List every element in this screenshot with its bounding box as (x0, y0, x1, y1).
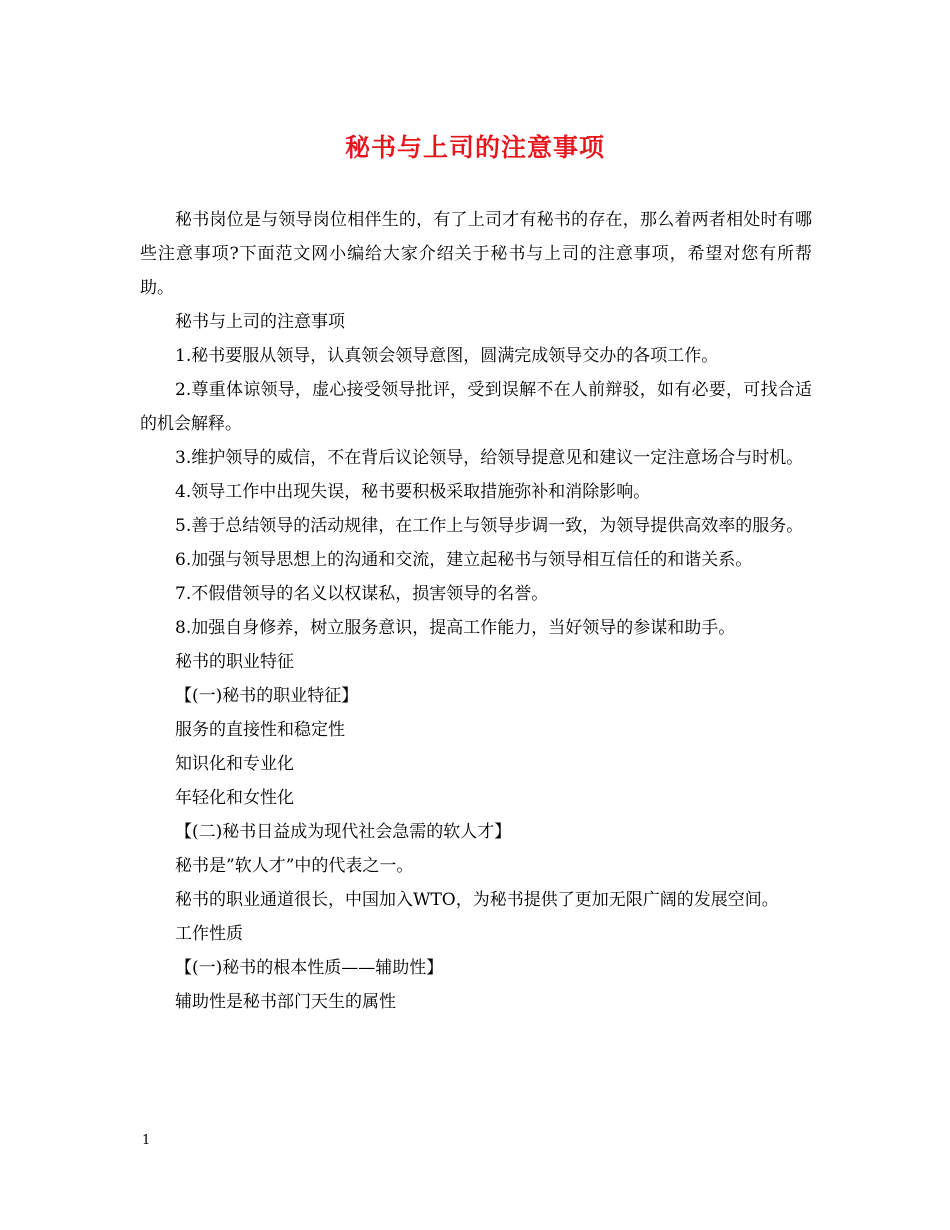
document-body (140, 203, 812, 1019)
list-item: 6.加强与领导思想上的沟通和交流，建立起秘书与领导相互信任的和谐关系。 (175, 550, 753, 570)
subsection-heading: 【(一)秘书的职业特征】 (175, 686, 359, 706)
list-item: 1.秘书要服从领导，认真领会领导意图，圆满完成领导交办的各项工作。 (175, 346, 719, 366)
text-line: 辅助性是秘书部门天生的属性 (175, 992, 396, 1012)
list-item: 7.不假借领导的名义以权谋私，损害领导的名誉。 (175, 584, 549, 604)
list-item: 3.维护领导的威信，不在背后议论领导，给领导提意见和建议一定注意场合与时机。 (175, 448, 804, 468)
text-line: 服务的直接性和稳定性 (175, 720, 345, 740)
page-number: 1 (142, 1133, 151, 1148)
section-heading: 秘书的职业特征 (175, 652, 294, 672)
intro-paragraph: 秘书岗位是与领导岗位相伴生的，有了上司才有秘书的存在，那么着两者相处时有哪些注意事项?下面范文网小编给大家介绍关于秘书与上司的注意事项，希望对您有所帮助。 (140, 210, 812, 298)
subsection-heading: 【(一)秘书的根本性质——辅助性】 (175, 958, 444, 978)
text-line: 秘书的职业通道很长，中国加入WTO，为秘书提供了更加无限广阔的发展空间。 (175, 890, 779, 910)
list-item: 5.善于总结领导的活动规律，在工作上与领导步调一致，为领导提供高效率的服务。 (175, 516, 804, 536)
list-item: 4.领导工作中出现失误，秘书要积极采取措施弥补和消除影响。 (175, 482, 651, 502)
text-line: 知识化和专业化 (175, 754, 294, 774)
section-heading: 工作性质 (175, 924, 243, 944)
subsection-heading: 【(二)秘书日益成为现代社会急需的软人才】 (175, 822, 512, 842)
text-line: 秘书是”软人才”中的代表之一。 (175, 856, 414, 876)
list-item: 2.尊重体谅领导，虚心接受领导批评，受到误解不在人前辩驳，如有必要，可找合适的机会解释。 (140, 380, 812, 434)
text-line: 年轻化和女性化 (175, 788, 294, 808)
document-title: 秘书与上司的注意事项 (344, 133, 605, 162)
section-heading: 秘书与上司的注意事项 (175, 312, 345, 332)
list-item: 8.加强自身修养，树立服务意识，提高工作能力，当好领导的参谋和助手。 (175, 618, 736, 638)
